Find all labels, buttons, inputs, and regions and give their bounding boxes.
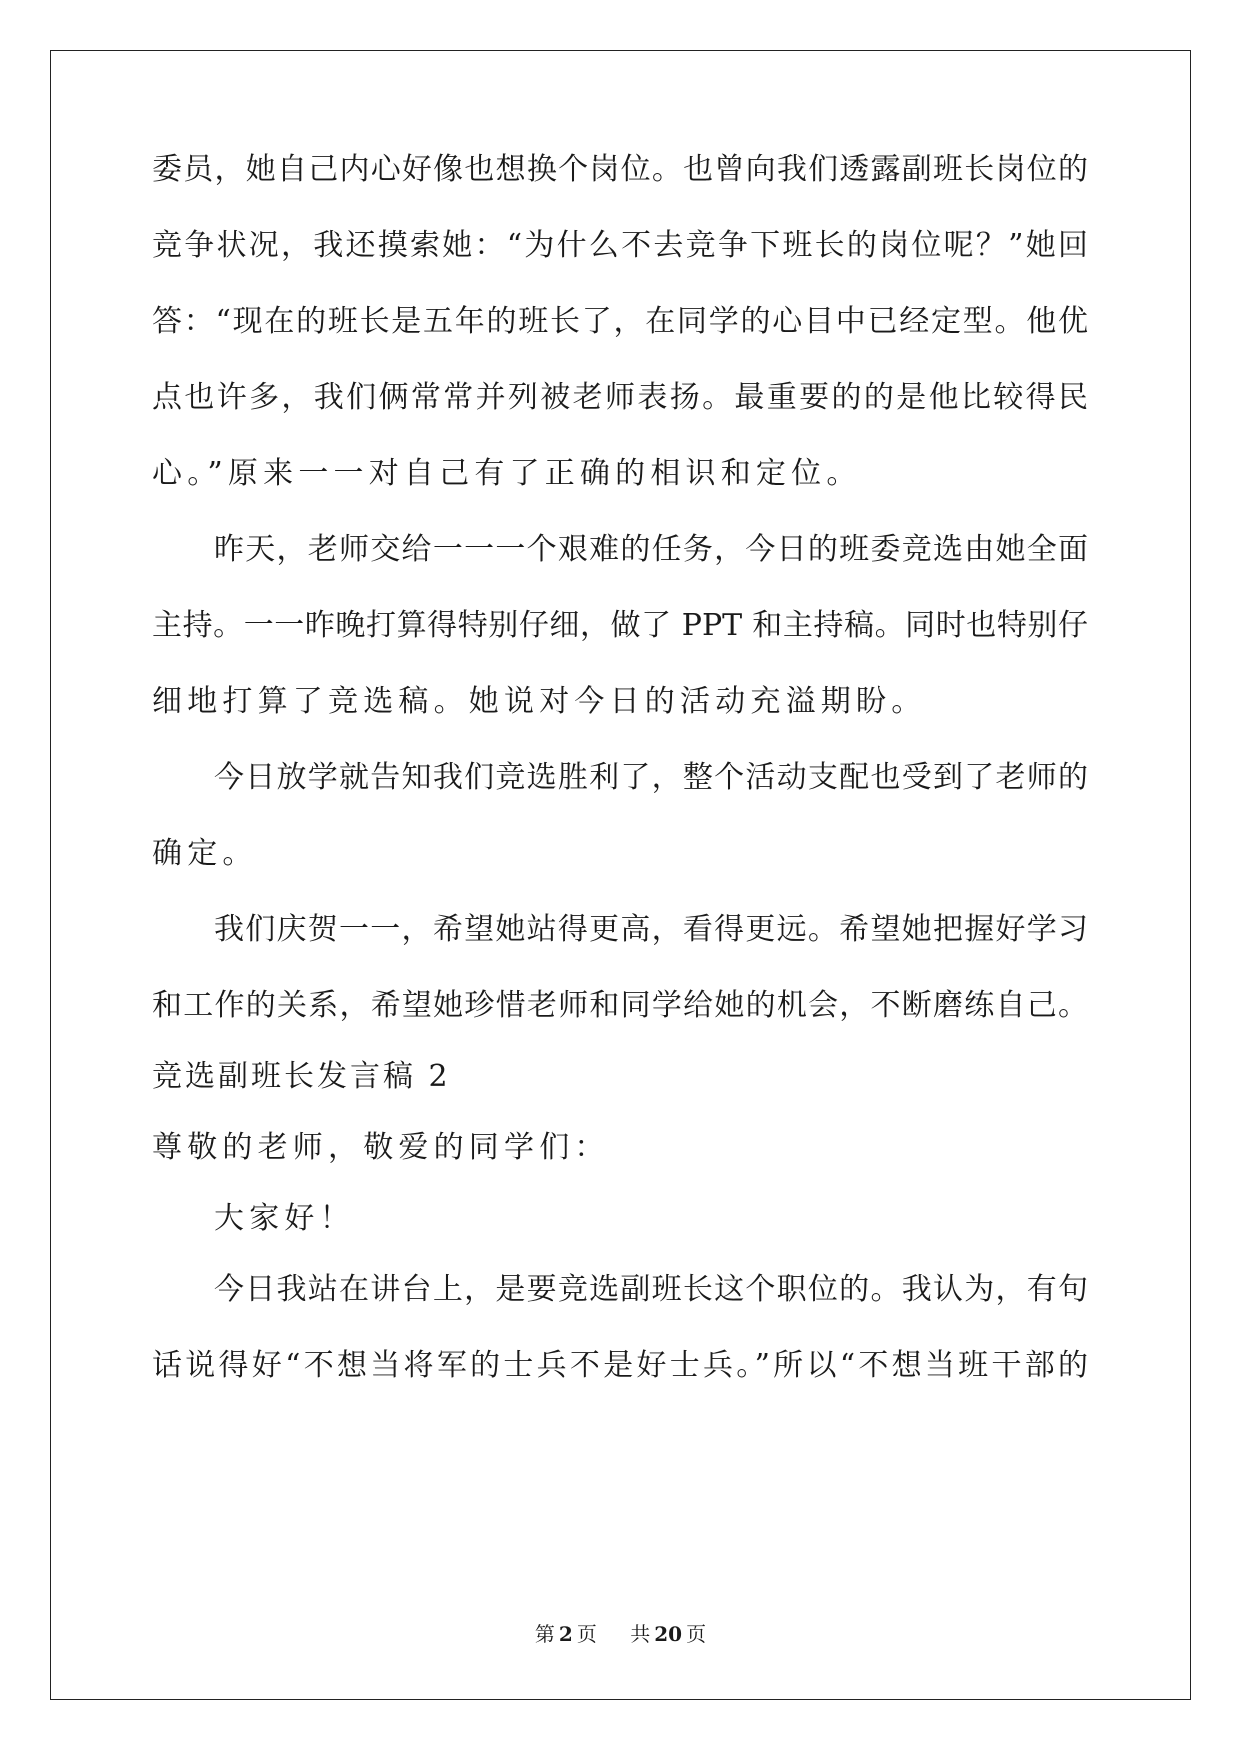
greeting-line: 大家好！ [214, 1201, 355, 1236]
body-line-12: 和工作的关系，希望她珍惜老师和同学给她的机会，不断磨练自己。 [152, 988, 1088, 1023]
body-line-4: 点也许多，我们俩常常并列被老师表扬。最重要的的是他比较得民 [152, 380, 1088, 415]
body-line-1: 委员，她自己内心好像也想换个岗位。也曾向我们透露副班长岗位的 [152, 152, 1088, 187]
body-line-10: 确定。 [152, 836, 258, 871]
body-line-2: 竞争状况，我还摸索她：“为什么不去竞争下班长的岗位呢？”她回 [152, 228, 1088, 263]
section-heading: 竞选副班长发言稿 2 [152, 1059, 451, 1094]
page-total: 共 20 页 [630, 1622, 707, 1646]
body-line-5: 心。”原来一一对自己有了正确的相识和定位。 [152, 456, 862, 491]
salutation-line: 尊敬的老师，敬爱的同学们： [152, 1130, 610, 1165]
body-line-3: 答：“现在的班长是五年的班长了，在同学的心目中已经定型。他优 [152, 304, 1088, 339]
body-line-11: 我们庆贺一一，希望她站得更高，看得更远。希望她把握好学习 [214, 912, 1088, 947]
body-line-7: 主持。一一昨晚打算得特别仔细，做了 PPT 和主持稿。同时也特别仔 [152, 608, 1088, 643]
body-line-6: 昨天，老师交给一一一个艰难的任务，今日的班委竞选由她全面 [214, 532, 1088, 567]
page-footer [0, 1618, 1241, 1647]
body-line-13: 今日我站在讲台上，是要竞选副班长这个职位的。我认为，有句 [214, 1272, 1088, 1307]
body-line-8: 细地打算了竞选稿。她说对今日的活动充溢期盼。 [152, 684, 927, 719]
body-line-14: 话说得好“不想当将军的士兵不是好士兵。”所以“不想当班干部的 [152, 1348, 1088, 1383]
body-line-9: 今日放学就告知我们竞选胜利了，整个活动支配也受到了老师的 [214, 760, 1088, 795]
page-number: 第 2 页 [534, 1622, 597, 1646]
